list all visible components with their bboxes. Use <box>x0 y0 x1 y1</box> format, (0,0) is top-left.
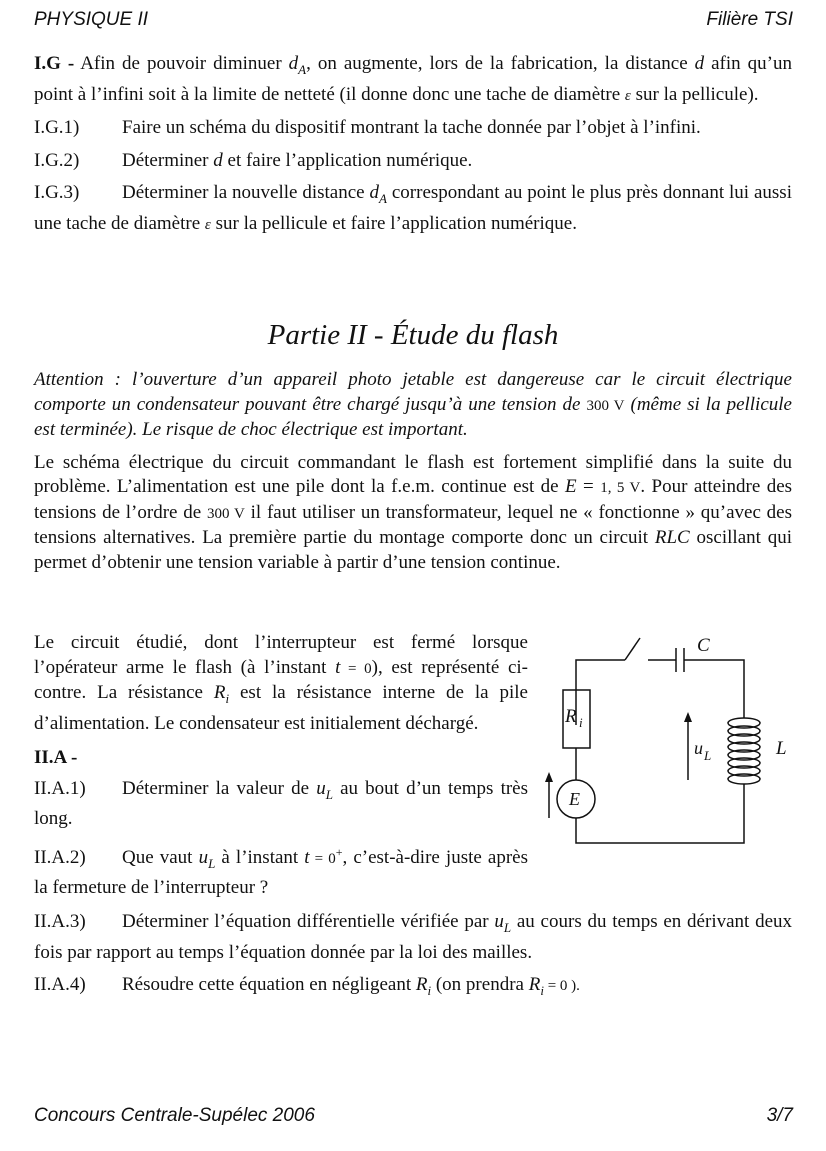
question-text: à l’instant <box>215 846 305 868</box>
part2-intro <box>34 368 792 575</box>
math-t: t <box>335 656 341 678</box>
label-E: E <box>569 789 580 809</box>
text: Attention : l’ouverture d’un appareil photo jetable est dangereuse car le circuit électrique comporte un condensateur pouvant être chargé jusqu’à une tension de <box>34 369 792 415</box>
question-IIA1 <box>34 777 528 832</box>
math-RLC: RLC <box>654 527 690 548</box>
text: il faut utiliser un transformateur, lequel ne « fonctionne » qu’avec des tensions alternatives. La première partie du montage comporte donc un circuit <box>34 501 793 548</box>
math-sub: i <box>540 983 544 998</box>
math-d: d <box>213 149 223 171</box>
text: est la résistance interne de la pile d’alimentation. Le condensateur est initialement déchargé. <box>34 682 528 734</box>
math-d: d <box>694 53 705 74</box>
question-text: Déterminer la nouvelle distance <box>122 182 370 203</box>
text: sur la pellicule). <box>630 83 759 105</box>
intro-paragraph <box>34 451 792 576</box>
math-sub: L <box>503 920 512 935</box>
questions-IIA-bottom <box>34 910 792 1004</box>
footer-exam: Concours Centrale-Supélec 2006 <box>34 1105 315 1126</box>
question-text: Résoudre cette équation en négligeant <box>122 974 416 995</box>
question-text: au cours du temps en dérivant deux fois par rapport au temps l’équation donnée par la loi des mailles. <box>34 911 793 963</box>
math-E: E <box>565 476 577 497</box>
text: Le circuit étudié, dont l’interrupteur est fermé lorsque l’opérateur arme le flash (à l’instant <box>34 632 528 678</box>
question-number: I.G.1) <box>34 117 80 138</box>
question-text: Que vaut <box>122 846 199 868</box>
question-number: I.G.3) <box>34 182 80 203</box>
math-dA: d <box>288 53 299 74</box>
text: = 0 <box>340 660 372 677</box>
math-R: R <box>213 682 226 703</box>
math-dA: d <box>369 182 379 203</box>
capacitor-gap <box>677 648 683 672</box>
math-R: R <box>415 974 428 995</box>
question-text: au bout d’un temps très long. <box>34 777 528 829</box>
math-sub: i <box>225 691 230 706</box>
text: ), est représenté ci-contre. La résistance <box>34 656 528 703</box>
wire-bottom <box>576 784 744 843</box>
question-IIA4 <box>34 973 792 1004</box>
question-text: , c’est-à-dire juste après la fermeture de l’interrupteur ? <box>34 846 528 898</box>
circuit-description <box>34 631 528 901</box>
circuit-paragraph <box>34 631 528 736</box>
footer-page-number: 3/7 <box>766 1105 793 1126</box>
question-text: Déterminer la valeur de <box>122 777 317 799</box>
IG-label: I.G - <box>34 53 75 74</box>
label-uL: u <box>694 738 703 758</box>
section-IG <box>34 52 792 237</box>
text: Le schéma électrique du circuit commandant le flash est fortement simplifié dans la suite du problème. L’alimentation est une pile dont la f.e.m. continue est de <box>34 451 792 497</box>
text: Afin de pouvoir diminuer <box>74 53 289 74</box>
math-R: R <box>528 974 541 995</box>
wire-top-left <box>576 660 625 725</box>
question-IG2 <box>34 149 792 174</box>
arrow-uL-head <box>684 712 692 722</box>
section-label: II.A - <box>34 747 78 768</box>
question-text: Déterminer l’équation différentielle vérifiée par <box>122 911 495 932</box>
math-sub: A <box>298 62 307 77</box>
text: . Pour atteindre des tensions de l’ordre de <box>34 476 793 523</box>
math-eps: ε <box>204 216 211 233</box>
math-u: u <box>316 777 326 799</box>
IG-intro <box>34 52 792 108</box>
text: = 0 <box>309 850 336 867</box>
question-number: I.G.2) <box>34 149 80 171</box>
label-L: L <box>776 738 787 759</box>
text: oscillant qui permet d’obtenir une tension variable à partir d’une tension continue. <box>34 527 792 573</box>
math-sub: i <box>427 983 432 998</box>
switch <box>625 638 640 660</box>
math-sup: + <box>335 844 343 859</box>
header-subject: PHYSIQUE II <box>34 9 149 30</box>
value: 1, 5 V <box>600 480 641 496</box>
question-text: sur la pellicule et faire l’application numérique. <box>210 212 577 234</box>
text: = <box>576 476 601 497</box>
arrow-E-head <box>545 772 553 782</box>
question-number: II.A.1) <box>34 777 86 799</box>
question-number: II.A.4) <box>34 974 86 995</box>
IIA-heading <box>34 746 528 771</box>
value: 300 V <box>586 397 625 414</box>
inductor-coil <box>728 718 760 784</box>
math-u: u <box>198 846 209 868</box>
question-IG3 <box>34 181 792 237</box>
math-sub: A <box>379 191 387 206</box>
text: (même si la pellicule est terminée). Le risque de choc électrique est important. <box>34 393 792 440</box>
question-number: II.A.3) <box>34 911 86 932</box>
wire-top-right <box>684 660 744 718</box>
text: , on augmente, lors de la fabrication, la distance <box>306 53 695 74</box>
question-IIA3 <box>34 910 792 965</box>
question-text: Déterminer <box>122 149 214 171</box>
label-R-sub: i <box>579 715 583 730</box>
math-sub: L <box>208 855 216 871</box>
label-R: R <box>565 706 577 727</box>
question-text: Faire un schéma du dispositif montrant la tache donnée par l’objet à l’infini. <box>122 117 701 138</box>
question-IG1 <box>34 116 792 141</box>
question-number: II.A.2) <box>34 846 86 868</box>
value: 300 V <box>206 505 245 522</box>
math-sub: L <box>325 786 333 802</box>
question-text: correspondant au point le plus près donnant lui aussi une tache de diamètre <box>34 182 792 234</box>
label-uL-sub: L <box>704 748 712 763</box>
attention-paragraph <box>34 368 792 443</box>
text: afin qu’un point à l’infini soit à la limite de netteté (il donne donc une tache de diamètre <box>34 53 792 105</box>
question-text: = 0 ). <box>543 978 580 994</box>
math-u: u <box>494 911 504 932</box>
math-eps: ε <box>624 87 631 104</box>
question-text: (on prendra <box>431 974 529 995</box>
header-track: Filière TSI <box>706 9 793 30</box>
question-text: et faire l’application numérique. <box>222 149 473 171</box>
question-IIA2 <box>34 840 528 901</box>
rlc-circuit-diagram <box>540 630 800 850</box>
part-title: Partie II - Étude du flash <box>267 319 559 351</box>
label-C: C <box>697 635 710 656</box>
math-t: t <box>304 846 310 868</box>
